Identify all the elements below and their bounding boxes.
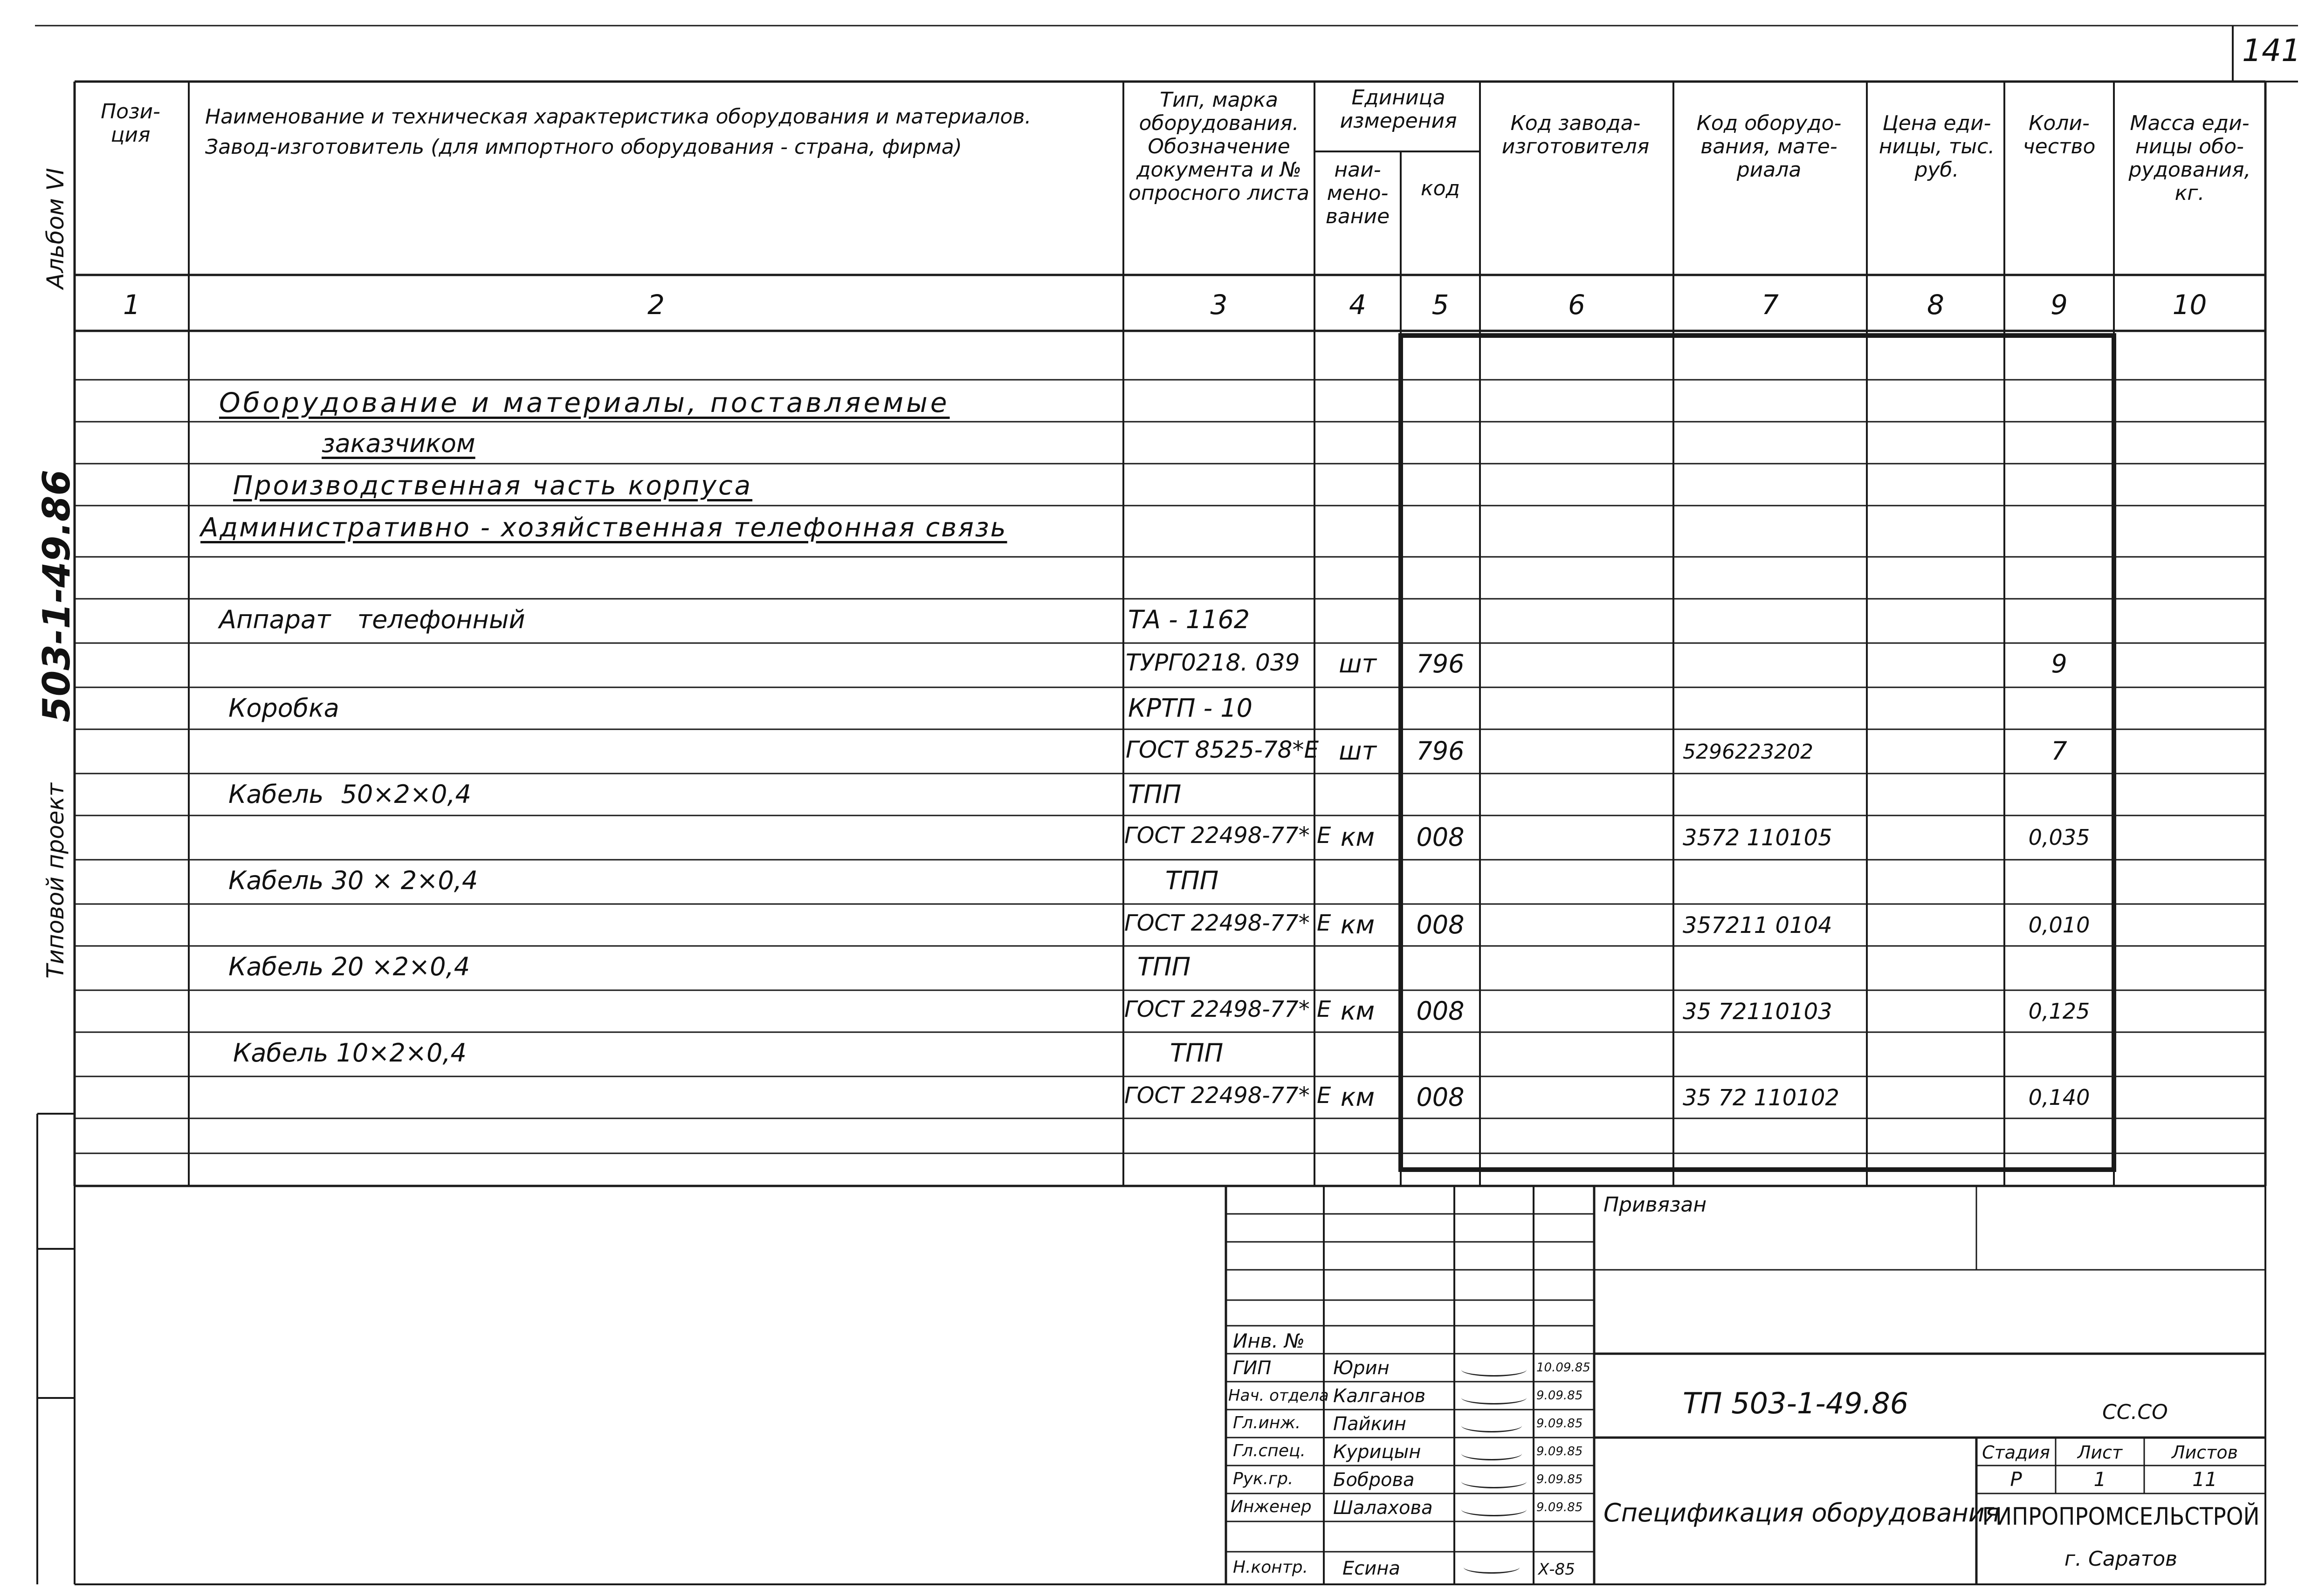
doc-cc: СС.СО [2102, 1400, 2168, 1424]
col-number: 4 [1349, 289, 1366, 321]
signature [1461, 1447, 1522, 1460]
header-name-line2: Завод-изготовитель (для импортного оборудования - страна, фирма) [205, 135, 962, 159]
item-quantity: 0,035 [2028, 825, 2090, 850]
item-type: ТПП [1137, 952, 1191, 981]
item-unit-code: 008 [1416, 910, 1465, 939]
header-type: Тип, марка оборудования. Обозначение документа и № опросного листа [1128, 88, 1309, 205]
item-unit: км [1340, 822, 1375, 852]
section-title: Оборудование и материалы, поставляемые [219, 387, 950, 418]
signature [1461, 1363, 1527, 1377]
header-position: Пози- ция [101, 100, 160, 147]
item-material-code: 35 72 110102 [1683, 1085, 1839, 1111]
header-unit-code: код [1421, 177, 1460, 200]
city: г. Саратов [2064, 1547, 2178, 1571]
doc-title: Спецификация оборудования [1603, 1498, 2000, 1528]
section-title: Производственная часть корпуса [233, 471, 753, 501]
col-number: 10 [2172, 289, 2207, 321]
header-unit-name: наи- мено- вание [1325, 158, 1390, 228]
stamp-role: Н.контр. [1233, 1558, 1308, 1577]
col-number: 1 [123, 289, 140, 321]
project-label: Типовой проект [42, 783, 69, 979]
col-number: 2 [647, 289, 665, 321]
item-type: ГОСТ 22498-77* Е [1124, 822, 1331, 849]
item-material-code: 35 72110103 [1683, 999, 1832, 1025]
item-name: Кабель 10×2×0,4 [233, 1038, 467, 1068]
stage-label: Стадия [1982, 1442, 2050, 1463]
sheets-value: 11 [2192, 1468, 2217, 1491]
page-number: 141 [2242, 33, 2301, 68]
stamp-date: 9.09.85 [1536, 1500, 1583, 1514]
stamp-person: Калганов [1333, 1385, 1426, 1407]
stamp-role: ГИП [1233, 1357, 1272, 1379]
item-type: ГОСТ 22498-77* Е [1124, 910, 1331, 936]
header-name-line1: Наименование и техническая характеристика оборудования и материалов. [205, 105, 1032, 129]
stamp-date: 9.09.85 [1536, 1417, 1583, 1431]
header-quantity: Коли- чество [2023, 111, 2096, 158]
item-type: КРТП - 10 [1128, 693, 1253, 723]
sheet-value: 1 [2093, 1468, 2106, 1491]
stamp-person: Боброва [1333, 1469, 1415, 1491]
stamp-role: Гл.инж. [1233, 1413, 1301, 1432]
doc-code: ТП 503-1-49.86 [1683, 1386, 1909, 1420]
sheet-label: Лист [2077, 1442, 2123, 1463]
stamp-inv: Инв. № [1233, 1329, 1305, 1352]
project-number: 503-1-49.86 [35, 469, 78, 722]
item-type: ТПП [1170, 1038, 1224, 1068]
item-type: ГОСТ 22498-77* Е [1124, 1082, 1331, 1109]
item-unit-code: 008 [1416, 822, 1465, 852]
header-factory-code: Код завода- изготовителя [1501, 111, 1650, 158]
header-unit: Единица измерения [1340, 86, 1457, 133]
item-unit: км [1340, 1082, 1375, 1112]
stamp-person: Шалахова [1333, 1497, 1433, 1519]
item-type: ТУРГ0218. 039 [1126, 649, 1300, 676]
stamp-privyazan: Привязан [1603, 1193, 1707, 1217]
stamp-role: Инженер [1231, 1497, 1312, 1516]
item-name: Аппарат телефонный [219, 605, 525, 634]
item-type: ТПП [1165, 866, 1219, 895]
stamp-date: Х-85 [1538, 1560, 1575, 1579]
stamp-date: 10.09.85 [1536, 1361, 1590, 1375]
col-number: 8 [1927, 289, 1944, 321]
stage-value: Р [2010, 1468, 2022, 1491]
stamp-person: Курицын [1333, 1441, 1421, 1463]
item-unit-code: 796 [1416, 736, 1465, 766]
header-price: Цена еди- ницы, тыс. руб. [1878, 111, 1995, 182]
item-type: ГОСТ 8525-78*Е [1126, 736, 1319, 763]
organization: ГИПРОПРОМСЕЛЬСТРОЙ [1982, 1503, 2260, 1531]
item-quantity: 0,140 [2028, 1085, 2090, 1110]
item-name: Коробка [228, 693, 339, 723]
item-unit: шт [1339, 649, 1376, 678]
signature [1464, 1561, 1520, 1574]
col-number: 9 [2051, 289, 2068, 321]
item-name: Кабель 20 ×2×0,4 [228, 952, 470, 981]
stamp-date: 9.09.85 [1536, 1445, 1583, 1459]
stamp-person: Есина [1342, 1558, 1400, 1579]
item-quantity: 9 [2051, 649, 2067, 678]
stamp-date: 9.09.85 [1536, 1389, 1583, 1403]
stamp-role: Гл.спец. [1233, 1441, 1306, 1460]
section-title: Административно - хозяйственная телефонная связь [200, 513, 1007, 543]
sheets-label: Листов [2172, 1442, 2238, 1463]
item-material-code: 357211 0104 [1683, 912, 1832, 938]
item-unit: шт [1339, 736, 1376, 766]
col-number: 5 [1431, 289, 1449, 321]
item-type: ГОСТ 22498-77* Е [1124, 996, 1331, 1022]
section-title: заказчиком [322, 429, 475, 458]
col-number: 7 [1762, 289, 1779, 321]
item-name: Кабель 30 × 2×0,4 [228, 866, 478, 895]
col-number: 6 [1568, 289, 1585, 321]
item-material-code: 3572 110105 [1683, 825, 1832, 851]
item-quantity: 7 [2051, 736, 2067, 766]
item-unit-code: 796 [1416, 649, 1465, 678]
item-quantity: 0,010 [2028, 912, 2090, 938]
item-quantity: 0,125 [2028, 999, 2090, 1024]
item-unit-code: 008 [1416, 1082, 1465, 1112]
item-type: ТА - 1162 [1128, 605, 1250, 634]
stamp-role: Нач. отдела [1228, 1386, 1329, 1405]
signature [1461, 1419, 1522, 1432]
album-label: Альбом VI [42, 168, 69, 289]
signature [1461, 1391, 1527, 1404]
col-number: 3 [1210, 289, 1228, 321]
stamp-person: Пайкин [1333, 1413, 1406, 1435]
item-type: ТПП [1128, 780, 1182, 809]
header-material-code: Код оборудо- вания, мате- риала [1696, 111, 1842, 182]
stamp-role: Рук.гр. [1233, 1469, 1294, 1488]
item-name: Кабель 50×2×0,4 [228, 780, 471, 809]
signature [1461, 1475, 1527, 1488]
item-unit: км [1340, 910, 1375, 939]
header-mass: Масса еди- ницы обо- рудования, кг. [2128, 111, 2251, 205]
item-material-code: 5296223202 [1683, 740, 1813, 764]
stamp-date: 9.09.85 [1536, 1473, 1583, 1486]
signature [1461, 1503, 1527, 1516]
item-unit-code: 008 [1416, 996, 1465, 1026]
item-unit: км [1340, 996, 1375, 1026]
stamp-person: Юрин [1333, 1357, 1390, 1379]
